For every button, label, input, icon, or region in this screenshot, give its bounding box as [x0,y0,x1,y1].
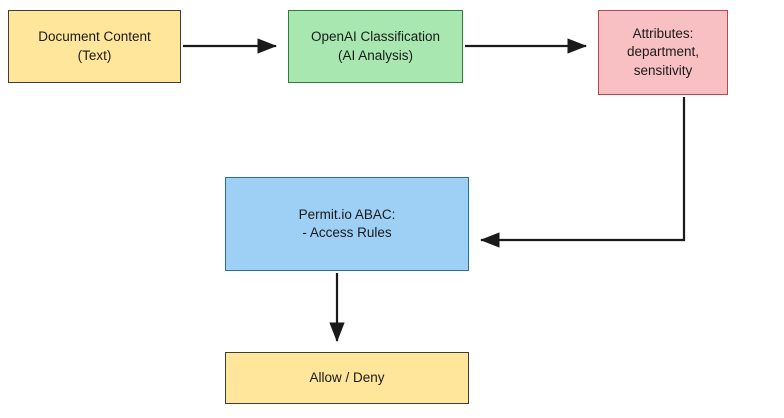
node-openai-classification [288,10,463,83]
node-document-content-line-2: (Text) [77,47,112,63]
node-document-content [8,10,181,83]
edge-attributes-to-abac [481,97,684,240]
node-openai-classification-line-2: (AI Analysis) [337,47,414,63]
node-allow-deny-line-1: Allow / Deny [309,369,385,385]
node-openai-classification-line-1: OpenAI Classification [310,29,441,45]
node-permit-abac [225,177,469,271]
node-attributes [598,10,728,95]
node-attributes-line-1: Attributes: [632,26,694,42]
node-permit-abac-line-1: Permit.io ABAC: [298,206,396,222]
node-document-content-line-1: Document Content [38,29,151,45]
node-permit-abac-line-2: - Access Rules [302,225,392,240]
node-allow-deny [225,352,469,404]
node-attributes-line-2: department, [626,44,700,60]
node-attributes-line-3: sensitivity [633,62,693,78]
